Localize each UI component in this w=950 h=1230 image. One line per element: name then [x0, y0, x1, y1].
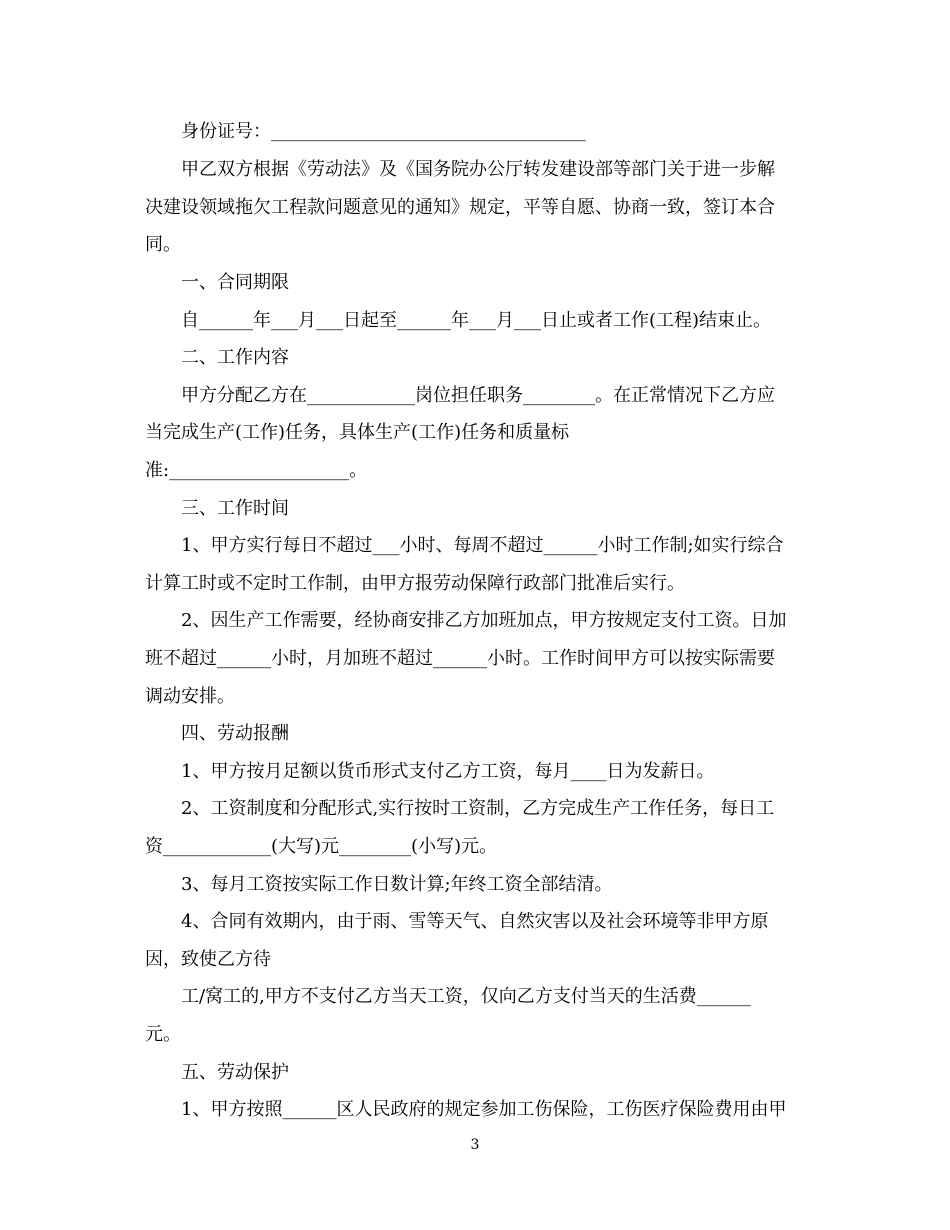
section-heading: 五、劳动保护	[181, 1062, 289, 1083]
paragraph-line: 3、每月工资按实际工作日数计算;年终工资全部结清。	[181, 874, 613, 895]
section-heading: 四、劳动报酬	[181, 723, 289, 744]
paragraph-line: 资____________(大写)元________(小写)元。	[145, 836, 498, 857]
paragraph-line: 同。	[145, 234, 181, 255]
paragraph-line: 元。	[145, 1024, 181, 1045]
paragraph-line: 1、甲方实行每日不超过___小时、每周不超过______小时工作制;如实行综合	[181, 535, 784, 556]
paragraph-line: 2、因生产工作需要，经协商安排乙方加班加点，甲方按规定支付工资。日加	[181, 610, 787, 631]
paragraph-line: 决建设领域拖欠工程款问题意见的通知》规定，平等自愿、协商一致，签订本合	[145, 197, 775, 218]
paragraph-line: 计算工时或不定时工作制，由甲方报劳动保障行政部门批准后实行。	[145, 573, 685, 594]
id-number-line: 身份证号：___________________________________	[181, 121, 586, 142]
paragraph-line: 当完成生产(工作)任务，具体生产(工作)任务和质量标	[145, 422, 570, 443]
paragraph-line: 调动安排。	[145, 686, 235, 707]
paragraph-line: 4、合同有效期内，由于雨、雪等天气、自然灾害以及社会环境等非甲方原	[181, 911, 769, 932]
paragraph-line: 自______年___月___日起至______年___月___日止或者工作(工程)结束止。	[181, 310, 772, 331]
section-heading: 二、工作内容	[181, 347, 289, 368]
paragraph-line: 班不超过______小时，月加班不超过______小时。工作时间甲方可以按实际需要	[145, 648, 775, 669]
paragraph-line: 2、工资制度和分配形式,实行按时工资制，乙方完成生产工作任务，每日工	[181, 798, 775, 819]
paragraph-line: 1、甲方按月足额以货币形式支付乙方工资，每月____日为发薪日。	[181, 761, 715, 782]
paragraph-line: 准:____________________。	[145, 460, 368, 481]
paragraph-line: 甲乙双方根据《劳动法》及《国务院办公厅转发建设部等部门关于进一步解	[181, 159, 775, 180]
page-number: 3	[470, 1137, 480, 1153]
paragraph-line: 甲方分配乙方在____________岗位担任职务________。在正常情况下乙方应	[181, 385, 775, 406]
paragraph-line: 1、甲方按照______区人民政府的规定参加工伤保险，工伤医疗保险费用由甲	[181, 1099, 787, 1120]
section-heading: 一、合同期限	[181, 272, 289, 293]
paragraph-line: 因，致使乙方待	[145, 949, 271, 970]
paragraph-line: 工/窝工的,甲方不支付乙方当天工资，仅向乙方支付当天的生活费______	[181, 986, 751, 1007]
section-heading: 三、工作时间	[181, 498, 289, 519]
